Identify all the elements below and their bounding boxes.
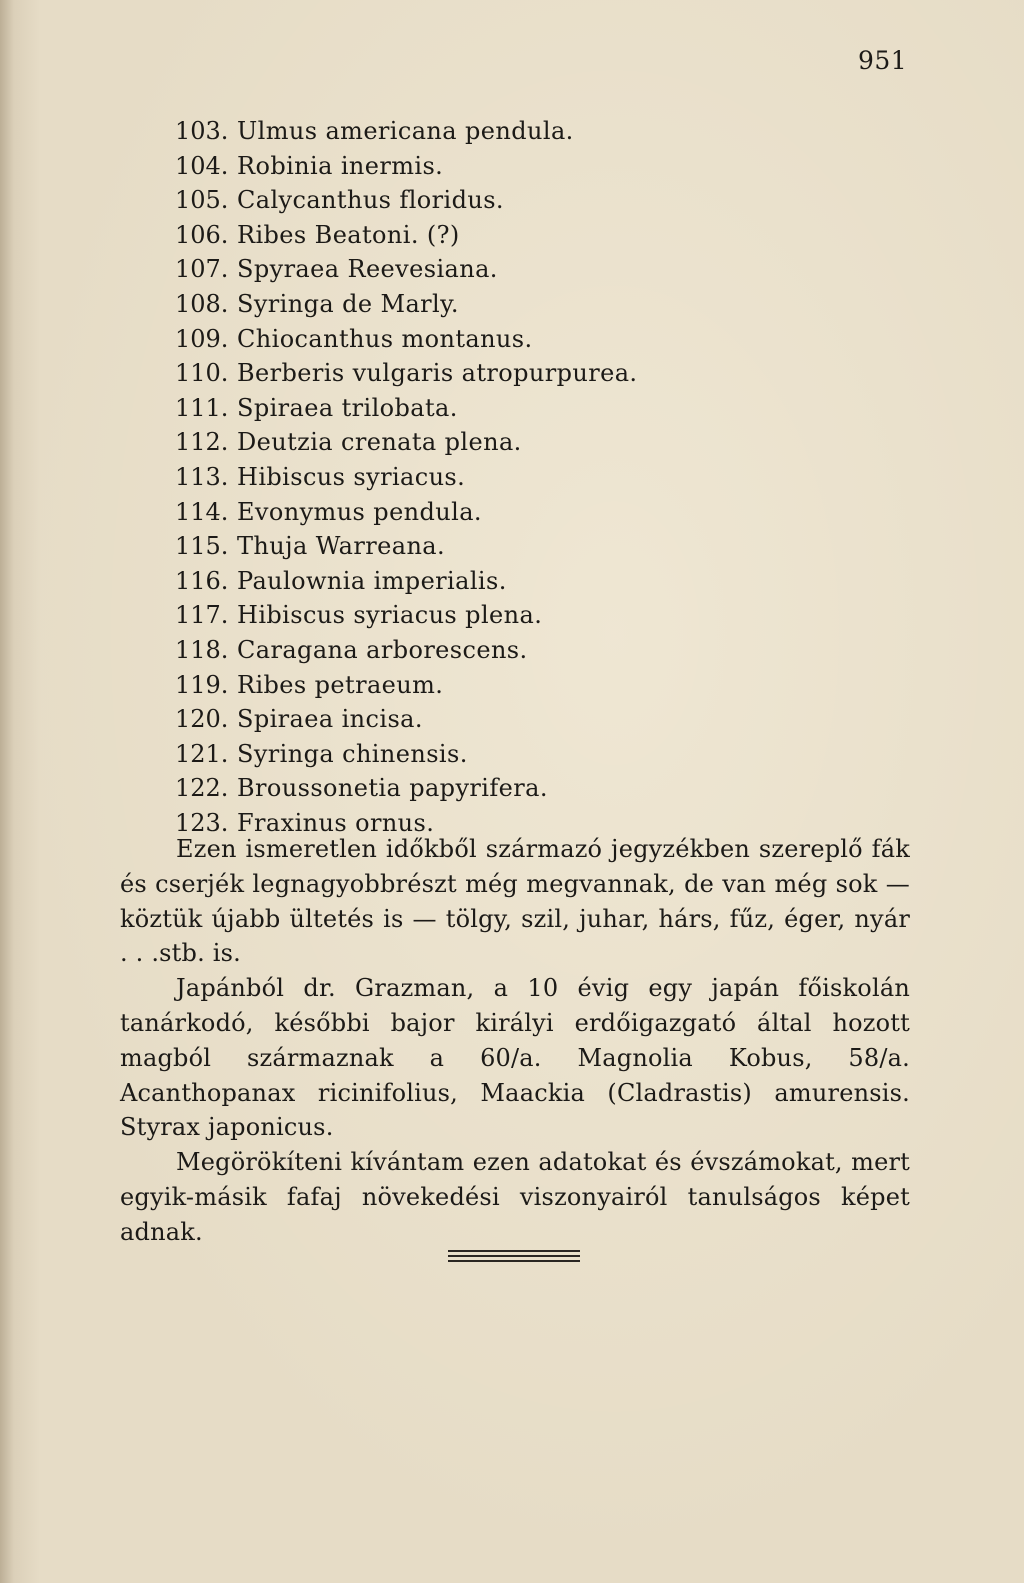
item-name: Syringa chinensis.	[237, 739, 468, 768]
list-item	[175, 391, 637, 426]
list-item	[175, 252, 637, 287]
item-name: Ulmus americana pendula.	[237, 117, 574, 145]
end-divider	[448, 1250, 580, 1262]
item-number: 119.	[175, 670, 229, 699]
item-number: 115.	[175, 532, 229, 561]
item-number: 121.	[175, 739, 229, 768]
item-name: Spiraea trilobata.	[237, 393, 458, 422]
item-name: Ribes petraeum.	[237, 670, 444, 699]
list-item	[175, 287, 637, 322]
list-item	[175, 564, 637, 599]
item-number: 122.	[175, 774, 229, 803]
list-item	[175, 771, 637, 806]
item-name: Hibiscus syriacus plena.	[237, 601, 543, 630]
item-number: 108.	[175, 289, 229, 318]
list-item	[175, 598, 637, 633]
paragraph: Megörökíteni kívántam ezen adatokat és évszámokat, mert egyik-másik fafaj növekedési viszonyairól tanulságos képet adnak.	[120, 1148, 910, 1246]
list-item	[175, 529, 637, 564]
list-item	[175, 668, 637, 703]
item-number: 118.	[175, 635, 229, 664]
species-list	[175, 114, 637, 840]
list-item	[175, 495, 637, 530]
item-name: Caragana arborescens.	[237, 635, 528, 664]
list-item	[175, 633, 637, 668]
item-number: 117.	[175, 601, 229, 630]
item-number: 111.	[175, 393, 229, 422]
item-number: 114.	[175, 497, 229, 526]
item-name: Paulownia imperialis.	[237, 566, 507, 595]
item-number: 113.	[175, 462, 229, 491]
item-name: Robinia inermis.	[237, 151, 444, 180]
paragraph: Japánból dr. Grazman, a 10 évig egy japán főiskolán tanárkodó, későbbi bajor királyi erdőigazgató által hozott magból származnak a 60/a. Magnolia Kobus, 58/a. Acanthopanax ricinifolius, Maackia (Cladrastis) amurensis. Styrax japonicus.	[120, 974, 910, 1142]
item-name: Calycanthus floridus.	[237, 186, 504, 215]
list-item	[175, 356, 637, 391]
item-number: 116.	[175, 566, 229, 595]
list-item	[175, 322, 637, 357]
item-name: Chiocanthus montanus.	[237, 324, 533, 353]
list-item	[175, 737, 637, 772]
item-number: 110.	[175, 359, 229, 388]
list-item	[175, 149, 637, 184]
item-name: Hibiscus syriacus.	[237, 462, 466, 491]
list-item	[175, 702, 637, 737]
item-name: Deutzia crenata plena.	[237, 428, 522, 457]
list-item	[175, 183, 637, 218]
list-item	[175, 425, 637, 460]
list-item	[175, 114, 637, 149]
item-number: 112.	[175, 428, 229, 457]
item-number: 123.	[175, 808, 229, 837]
item-name: Fraxinus ornus.	[237, 808, 435, 837]
item-name: Spiraea incisa.	[237, 705, 423, 734]
item-number: 103.	[175, 117, 229, 145]
item-name: Broussonetia papyrifera.	[237, 774, 548, 803]
item-name: Thuja Warreana.	[237, 532, 446, 561]
list-item	[175, 218, 637, 253]
list-item	[175, 460, 637, 495]
item-name: Syringa de Marly.	[237, 289, 459, 318]
item-number: 109.	[175, 324, 229, 353]
item-number: 105.	[175, 186, 229, 215]
item-name: Ribes Beatoni. (?)	[237, 220, 460, 249]
item-name: Spyraea Reevesiana.	[237, 255, 498, 284]
item-name: Berberis vulgaris atropurpurea.	[237, 359, 638, 388]
paragraph: Ezen ismeretlen időkből származó jegyzékben szereplő fák és cserjék legnagyobbrészt még megvannak, de van még sok — köztük újabb ültetés is — tölgy, szil, juhar, hárs, fűz, éger, nyár . . .stb. is.	[120, 835, 910, 968]
item-name: Evonymus pendula.	[237, 497, 482, 526]
item-number: 107.	[175, 255, 229, 284]
item-number: 104.	[175, 151, 229, 180]
item-number: 106.	[175, 220, 229, 249]
body-text	[120, 832, 910, 1250]
page-number: 951	[858, 46, 908, 75]
item-number: 120.	[175, 705, 229, 734]
